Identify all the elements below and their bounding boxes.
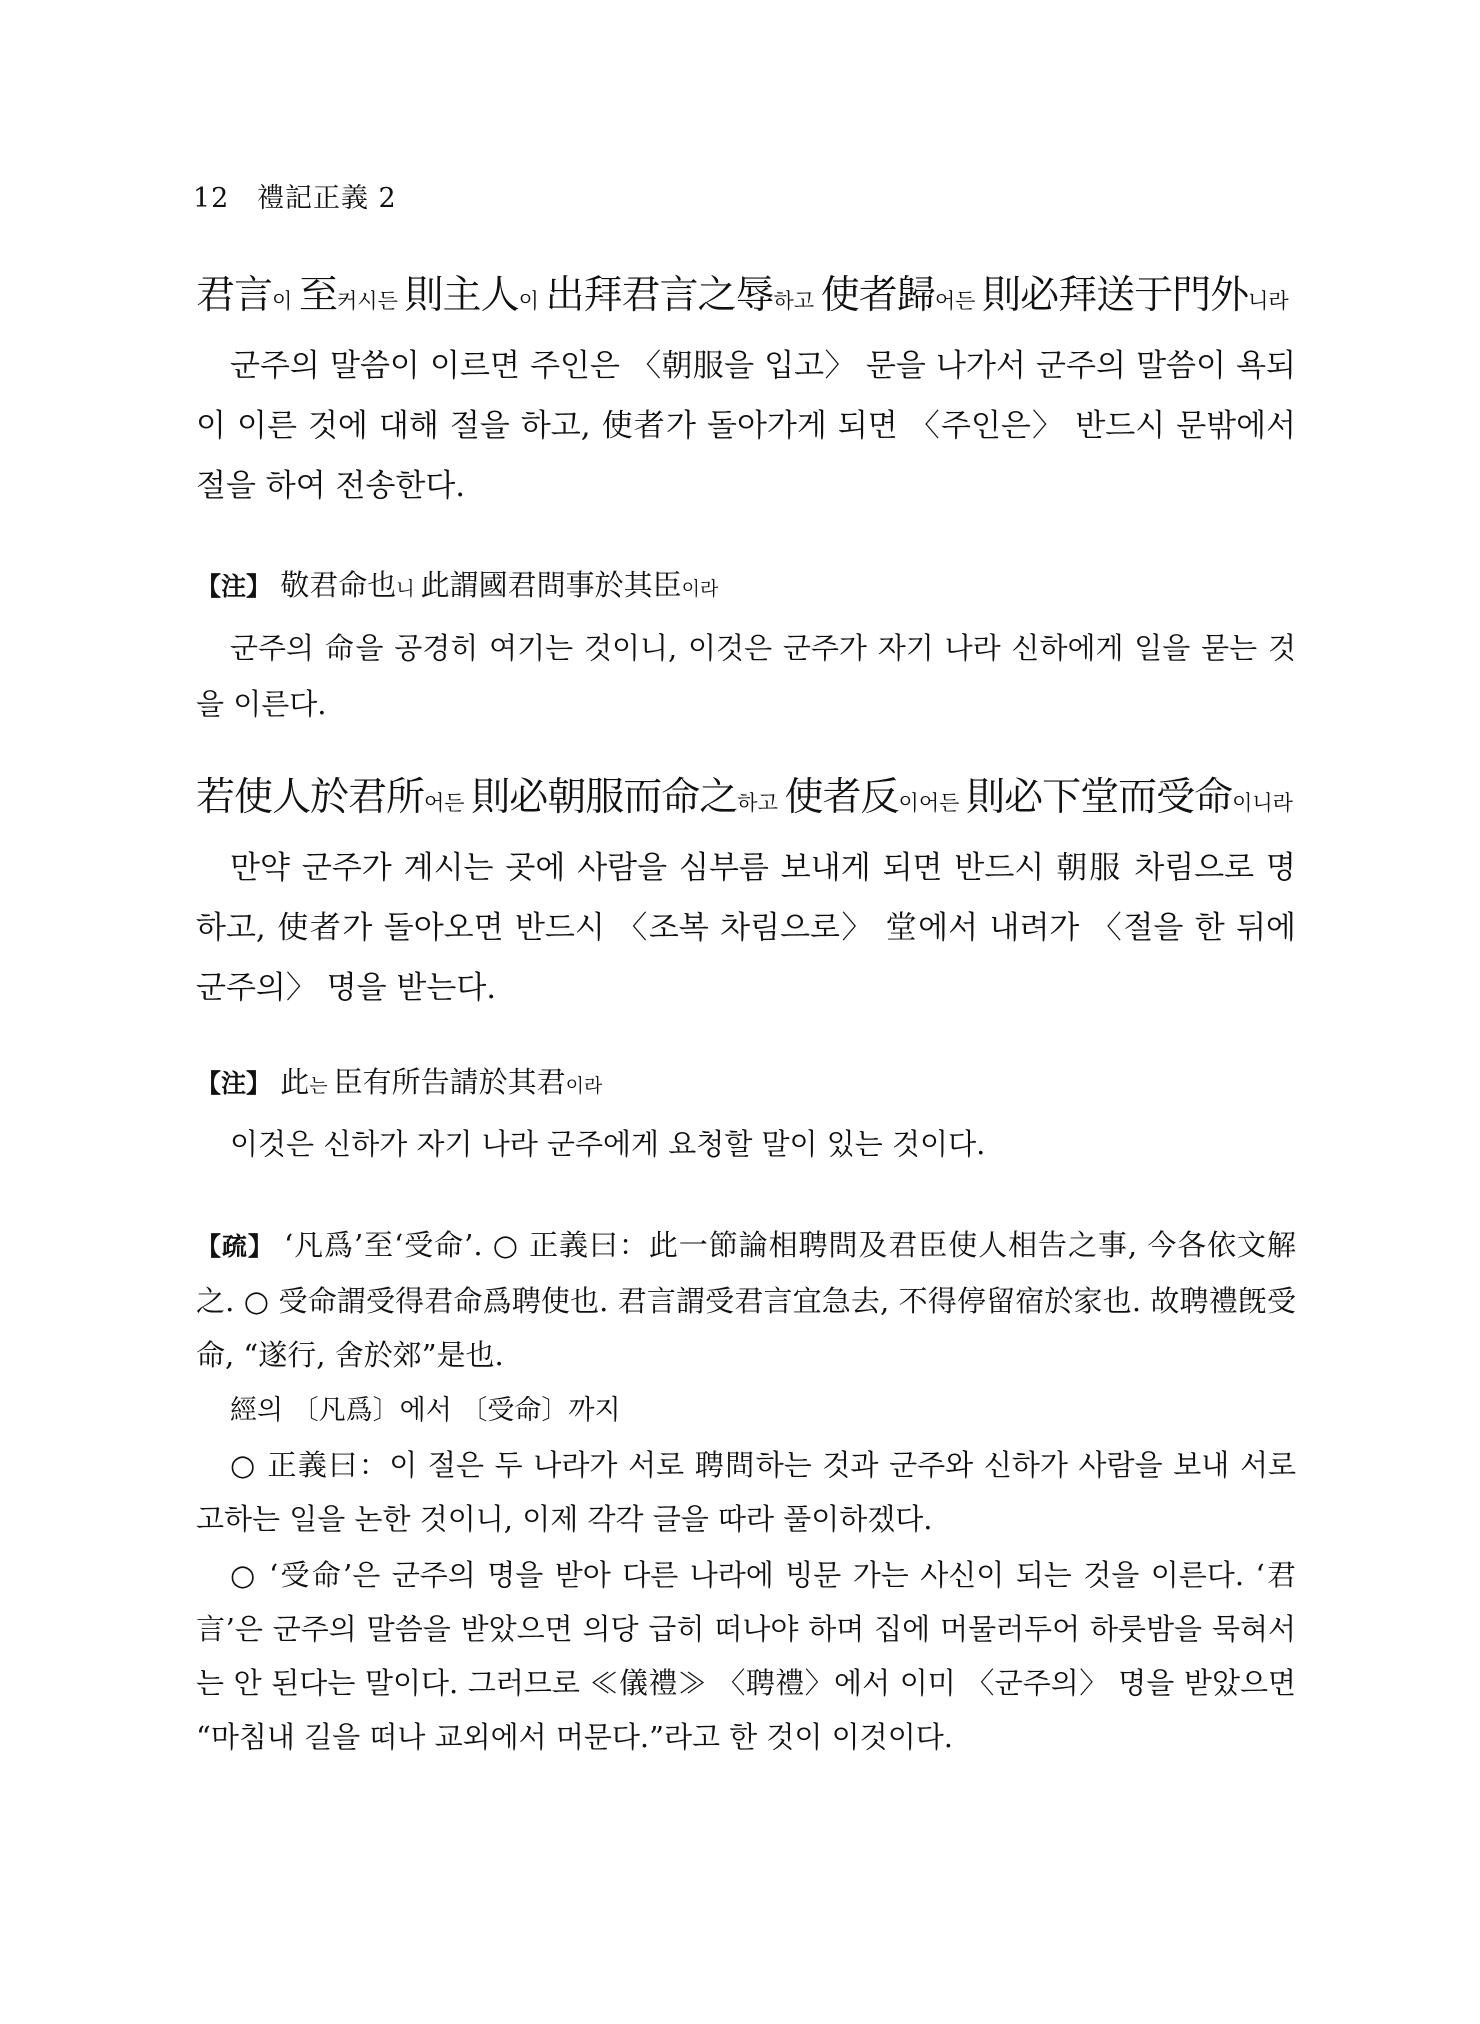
classic-segment: 出拜君言之辱 bbox=[545, 273, 774, 318]
classic-segment: 至 bbox=[298, 273, 337, 318]
particle: 하고 bbox=[737, 791, 785, 815]
note-segment: 此謂國君問事於其臣 bbox=[420, 568, 682, 602]
commentary-original bbox=[196, 1218, 1296, 1382]
particle: 이니라 bbox=[1232, 791, 1293, 815]
note-tag: 【注】 bbox=[196, 572, 272, 601]
annotation-translation-2: 이것은 신하가 자기 나라 군주에게 요청할 말이 있는 것이다. bbox=[230, 1127, 986, 1161]
particle: 는 bbox=[309, 1075, 334, 1097]
classic-translation-1: 군주의 말씀이 이르면 주인은 〈朝服을 입고〉 문을 나가서 군주의 말씀이 욕되이 이른 것에 대해 절을 하고, 使者가 돌아가게 되면 〈주인은〉 반드시 문밖에서 절을 하여 전송한다. bbox=[196, 348, 1296, 504]
annotation-2 bbox=[196, 1060, 1296, 1108]
particle: 니라 bbox=[1248, 289, 1289, 313]
page-number: 12 bbox=[193, 183, 230, 214]
note-segment: 此 bbox=[271, 1065, 310, 1099]
classic-text-2 bbox=[196, 772, 1296, 829]
book-title: 禮記正義 2 bbox=[256, 183, 397, 214]
annotation-translation-1: 군주의 命을 공경히 여기는 것이니, 이것은 군주가 자기 나라 신하에게 일을 묻는 것을 이른다. bbox=[196, 631, 1296, 721]
classic-segment: 則主人 bbox=[404, 273, 519, 318]
note-segment: 臣有所告請於其君 bbox=[333, 1065, 566, 1099]
commentary-tag: 【疏】 bbox=[196, 1232, 274, 1261]
annotation-1 bbox=[196, 563, 1296, 611]
particle: 니 bbox=[396, 578, 421, 600]
particle: 어든 bbox=[934, 289, 983, 313]
particle: 어든 bbox=[424, 791, 472, 815]
particle: 커시든 bbox=[337, 289, 405, 313]
commentary-subheading: 經의 〔凡爲〕에서 〔受命〕까지 bbox=[230, 1395, 621, 1426]
classic-segment: 則必朝服而命之 bbox=[471, 775, 738, 820]
particle: 하고 bbox=[773, 289, 821, 313]
classic-text-1 bbox=[196, 270, 1296, 327]
commentary-translation-2: ○ ‘受命’은 군주의 명을 받아 다른 나라에 빙문 가는 사신이 되는 것을 이른다. ‘君言’은 군주의 말씀을 받았으면 의당 급히 떠나야 하며 집에 머물러두어 하룻밤을 묵혀서는 안 된다는 말이다. 그러므로 ≪儀禮≫ 〈聘禮〉에서 이미 〈군주의〉 명을 받았으면 “마침내 길을 떠나 교외에서 머문다.”라고 한 것이 이것이다. bbox=[196, 1558, 1296, 1754]
particle: 이 bbox=[518, 289, 546, 313]
running-header bbox=[193, 176, 397, 215]
classic-translation-2: 만약 군주가 계시는 곳에 사람을 심부름 보내게 되면 반드시 朝服 차림으로 명하고, 使者가 돌아오면 반드시 〈조복 차림으로〉 堂에서 내려가 〈절을 한 뒤에 군주의〉 명을 받는다. bbox=[196, 850, 1296, 1006]
classic-segment: 若使人於君所 bbox=[196, 775, 425, 820]
commentary-text: ‘凡爲’至‘受命’. ○ 正義曰：此一節論相聘問及君臣使人相告之事, 今各依文解之. ○ 受命謂受得君命爲聘使也. 君言謂受君言宜急去, 不得停留宿於家也. 故聘禮旣受命, “遂行, 舍於郊”是也. bbox=[196, 1228, 1296, 1372]
classic-segment: 則必下堂而受命 bbox=[966, 775, 1233, 820]
particle: 이라 bbox=[681, 578, 719, 600]
particle: 이 bbox=[272, 289, 299, 313]
note-tag: 【注】 bbox=[196, 1069, 272, 1098]
classic-segment: 君言 bbox=[196, 273, 273, 318]
note-segment: 敬君命也 bbox=[271, 568, 397, 602]
classic-segment: 使者反 bbox=[784, 775, 899, 820]
particle: 이어든 bbox=[898, 791, 967, 815]
particle: 이라 bbox=[565, 1075, 603, 1097]
classic-segment: 使者歸 bbox=[820, 273, 935, 318]
classic-segment: 則必拜送于門外 bbox=[982, 273, 1249, 318]
commentary-translation-1: ○ 正義曰：이 절은 두 나라가 서로 聘問하는 것과 군주와 신하가 사람을 보내 서로 고하는 일을 논한 것이니, 이제 각각 글을 따라 풀이하겠다. bbox=[196, 1448, 1296, 1536]
